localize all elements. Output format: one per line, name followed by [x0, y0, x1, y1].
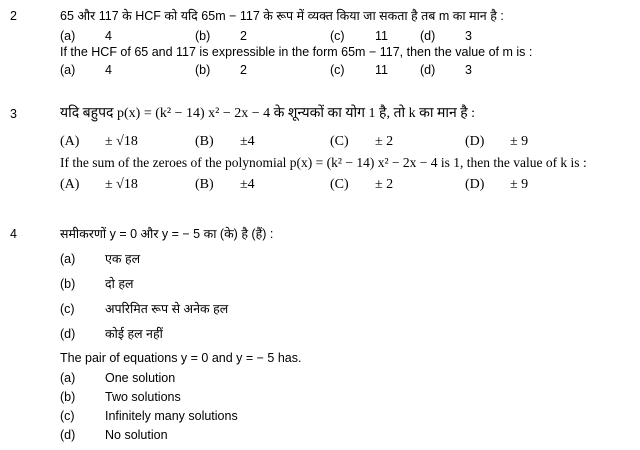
question-text-english: The pair of equations y = 0 and y = − 5 has.: [60, 351, 302, 365]
option-value: 11: [375, 29, 388, 43]
option-value: 4: [105, 63, 112, 77]
question-text-english: If the HCF of 65 and 117 is expressible in the form 65m − 117, then the value of m is :: [60, 45, 533, 59]
option-value: ± 9: [510, 134, 529, 149]
option-label: (c): [330, 29, 345, 43]
option-value: ± 2: [375, 134, 394, 149]
question-number: 4: [10, 227, 17, 241]
option-value: ± 9: [510, 177, 529, 192]
option-value: दो हल: [105, 277, 134, 291]
option-value: अपरिमित रूप से अनेक हल: [105, 302, 229, 316]
question-number: 2: [10, 9, 17, 23]
option-label: (A): [60, 177, 80, 192]
option-label: (B): [195, 177, 214, 192]
option-value: ± √18: [105, 177, 138, 192]
option-value: 4: [105, 29, 112, 43]
question-text-hindi: यदि बहुपद p(x) = (k² − 14) x² − 2x − 4 के शून्यकों का योग 1 है, तो k का मान है :: [60, 106, 476, 121]
question-number: 3: [10, 107, 17, 121]
option-value: कोई हल नहीं: [105, 327, 163, 341]
option-value: ± √18: [105, 134, 138, 149]
option-value: One solution: [105, 371, 176, 385]
option-label: (a): [60, 371, 76, 385]
option-label: (c): [330, 63, 345, 77]
option-label: (D): [465, 177, 485, 192]
question-text-hindi: 65 और 117 के HCF को यदि 65m − 117 के रूप में व्यक्त किया जा सकता है तब m का मान है :: [60, 9, 504, 23]
option-value: 2: [240, 29, 247, 43]
option-label: (B): [195, 134, 214, 149]
option-label: (d): [60, 327, 76, 341]
option-label: (D): [465, 134, 485, 149]
option-label: (a): [60, 29, 76, 43]
option-value: Two solutions: [105, 390, 181, 404]
option-value: 3: [465, 29, 472, 43]
option-label: (b): [60, 277, 76, 291]
option-label: (b): [195, 63, 211, 77]
option-value: 3: [465, 63, 472, 77]
option-value: एक हल: [105, 252, 141, 266]
option-value: ±4: [240, 177, 255, 192]
option-value: 11: [375, 63, 388, 77]
option-label: (a): [60, 63, 76, 77]
option-label: (b): [60, 390, 76, 404]
option-label: (C): [330, 134, 349, 149]
option-label: (d): [420, 29, 436, 43]
option-value: 2: [240, 63, 247, 77]
option-label: (c): [60, 409, 75, 423]
option-value: ±4: [240, 134, 255, 149]
option-label: (A): [60, 134, 80, 149]
option-value: ± 2: [375, 177, 394, 192]
option-label: (b): [195, 29, 211, 43]
option-label: (c): [60, 302, 75, 316]
option-value: Infinitely many solutions: [105, 409, 238, 423]
option-label: (C): [330, 177, 349, 192]
option-label: (d): [60, 428, 76, 442]
question-text-english: If the sum of the zeroes of the polynomial p(x) = (k² − 14) x² − 2x − 4 is 1, then the value of k is :: [60, 155, 587, 170]
option-label: (a): [60, 252, 76, 266]
option-label: (d): [420, 63, 436, 77]
question-text-hindi: समीकरणों y = 0 और y = − 5 का (के) है (हैं) :: [60, 227, 274, 241]
option-value: No solution: [105, 428, 168, 442]
